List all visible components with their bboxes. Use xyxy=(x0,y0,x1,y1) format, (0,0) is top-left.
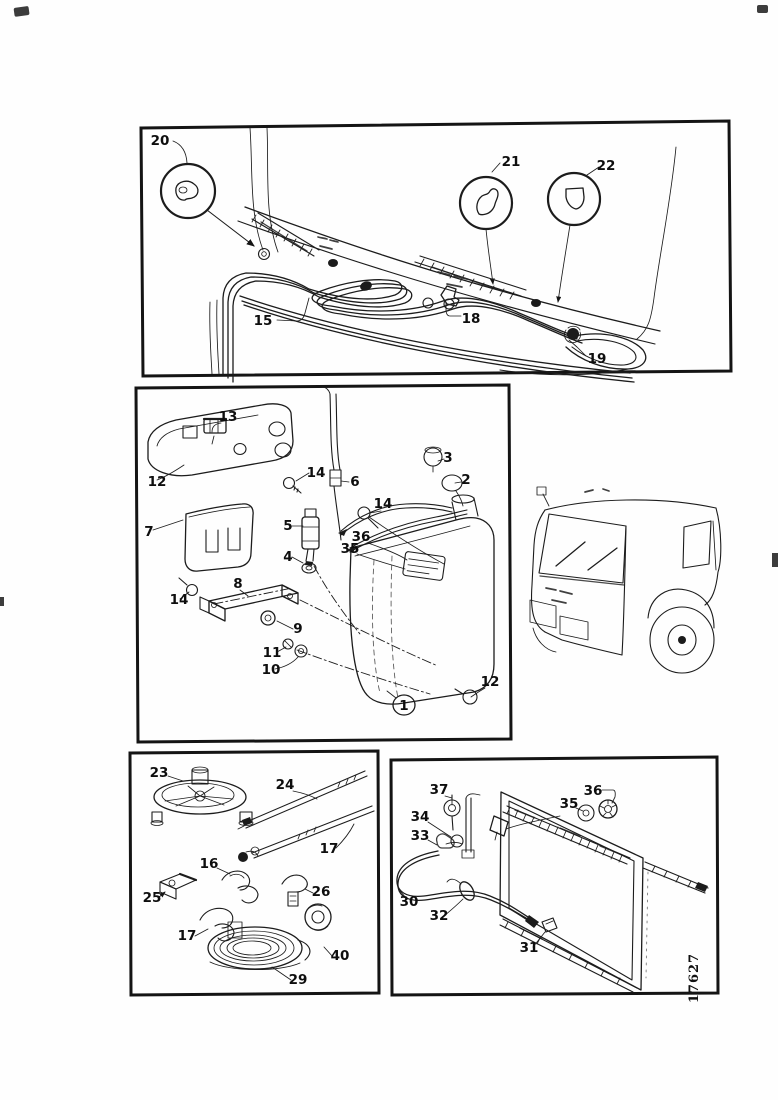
grommet-ring xyxy=(423,298,433,308)
callout: 14 xyxy=(306,465,326,481)
coiled-hose-29 xyxy=(208,927,310,970)
callout: 6 xyxy=(350,474,360,490)
callout: 32 xyxy=(429,908,449,924)
callout: 37 xyxy=(429,782,449,798)
callout: 31 xyxy=(519,940,539,956)
washer-tube-17 xyxy=(238,806,374,862)
nozzle-strip-top xyxy=(490,806,708,893)
grommet-36 xyxy=(599,800,617,818)
callout: 3 xyxy=(443,450,453,466)
hose-clip-26 xyxy=(282,875,307,906)
callout: 17 xyxy=(177,928,197,944)
callout: 35 xyxy=(559,796,579,812)
callout: 22 xyxy=(596,158,616,174)
callout: 17 xyxy=(319,841,339,857)
callout: 5 xyxy=(283,518,293,534)
hose-curl-end xyxy=(500,326,646,374)
callout: 30 xyxy=(399,894,419,910)
callout: 1 xyxy=(399,698,409,714)
rear-window-frame xyxy=(500,792,648,990)
callout: 14 xyxy=(169,592,189,608)
grommet-35 xyxy=(578,805,594,821)
panel-rear-window-washer xyxy=(391,757,718,995)
callout: 16 xyxy=(199,856,219,872)
alignment-lines xyxy=(297,566,438,694)
callout: 9 xyxy=(293,621,303,637)
callout: 10 xyxy=(261,662,281,678)
truck-cab-sketch xyxy=(530,487,721,673)
a-pillar-line xyxy=(250,128,263,250)
callout: 26 xyxy=(311,884,331,900)
callout: 23 xyxy=(149,765,169,781)
callout: 7 xyxy=(144,524,154,540)
callout: 4 xyxy=(283,549,293,565)
washer-reservoir-tank-1 xyxy=(350,495,494,704)
washer-tube-6 xyxy=(322,387,341,540)
callout: 36 xyxy=(583,783,603,799)
callout: 24 xyxy=(275,777,295,793)
washer-pump-5 xyxy=(302,509,319,566)
callout: 21 xyxy=(501,154,521,170)
callout: 15 xyxy=(253,313,273,329)
clip-31 xyxy=(542,918,557,932)
hose-clip-17 xyxy=(200,908,242,941)
filler-cap-2 xyxy=(442,475,463,506)
grommet-40 xyxy=(305,904,331,930)
callout: 25 xyxy=(142,890,162,906)
pump-bracket-8 xyxy=(200,585,298,621)
support-bracket-7 xyxy=(185,504,253,571)
panel-border xyxy=(141,121,731,376)
figure-number: 17627 xyxy=(687,952,702,1004)
cowl-edge xyxy=(245,207,660,331)
bracket-25 xyxy=(160,874,196,899)
callout: 35 xyxy=(340,541,360,557)
callout: 40 xyxy=(330,948,350,964)
callout: 11 xyxy=(262,645,282,661)
detail-circle-clip-21 xyxy=(460,163,512,284)
callout: 14 xyxy=(373,496,393,512)
washer-tube-24 xyxy=(238,771,367,829)
callout: 33 xyxy=(410,828,430,844)
grommet-9 xyxy=(261,611,275,625)
drain-plug-12 xyxy=(455,689,477,704)
cab-corner-line xyxy=(637,147,676,339)
callout: 12 xyxy=(480,674,500,690)
support-rod xyxy=(462,794,480,858)
nut-34 xyxy=(451,835,463,847)
detail-circle-clip-22 xyxy=(548,167,600,302)
panel-cowl-hose-routing xyxy=(141,121,731,382)
cap-3 xyxy=(424,447,442,472)
scan-specks xyxy=(0,5,778,606)
callout: 29 xyxy=(288,972,308,988)
hose-clip-16 xyxy=(222,871,258,903)
callout: 13 xyxy=(218,409,238,425)
callout: 18 xyxy=(461,311,481,327)
callout: 19 xyxy=(587,351,607,367)
panel-fittings xyxy=(130,751,379,995)
callout: 12 xyxy=(147,474,167,490)
callout: 8 xyxy=(233,576,243,592)
washer-hose-bundle xyxy=(210,273,634,382)
panel-reservoir-assembly xyxy=(136,385,511,742)
washer-hose-30 xyxy=(397,851,539,928)
callout: 34 xyxy=(410,809,430,825)
callout: 20 xyxy=(150,133,170,149)
callout: 36 xyxy=(351,529,371,545)
screw-14-right xyxy=(358,507,444,564)
callout: 2 xyxy=(461,472,471,488)
